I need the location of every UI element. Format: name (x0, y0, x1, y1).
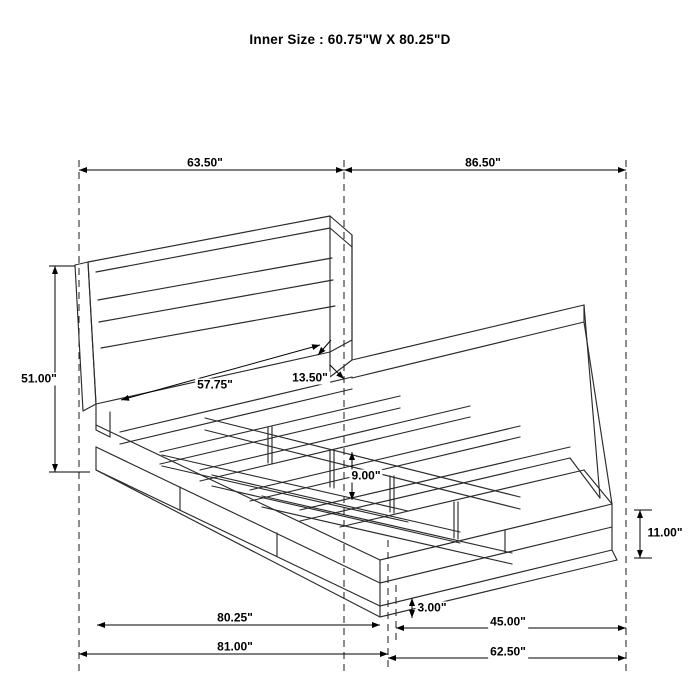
dimension-label-frame-height: 11.00" (647, 525, 683, 540)
dimension-label-headboard-width: 57.75" (197, 377, 233, 392)
dimension-label-bottom-right-depth: 45.00" (490, 614, 526, 629)
dimension-label-slat-clearance: 9.00" (351, 468, 381, 483)
dimension-label-rail-thickness: 3.00" (417, 600, 447, 615)
dimension-label-top-left-width: 63.50" (187, 155, 223, 170)
dimension-label-top-right-width: 86.50" (465, 155, 501, 170)
dimension-lines (49, 170, 652, 658)
dimension-label-headboard-height: 51.00" (21, 371, 57, 386)
dimension-label-headboard-panel: 13.50" (292, 370, 328, 385)
bed-outline (75, 216, 617, 617)
dimension-label-overall-right-depth: 62.50" (490, 644, 526, 659)
page-title: Inner Size : 60.75"W X 80.25"D (249, 32, 451, 47)
dimension-label-overall-left-depth: 81.00" (217, 639, 253, 654)
dimension-label-bottom-left-depth: 80.25" (217, 610, 253, 625)
